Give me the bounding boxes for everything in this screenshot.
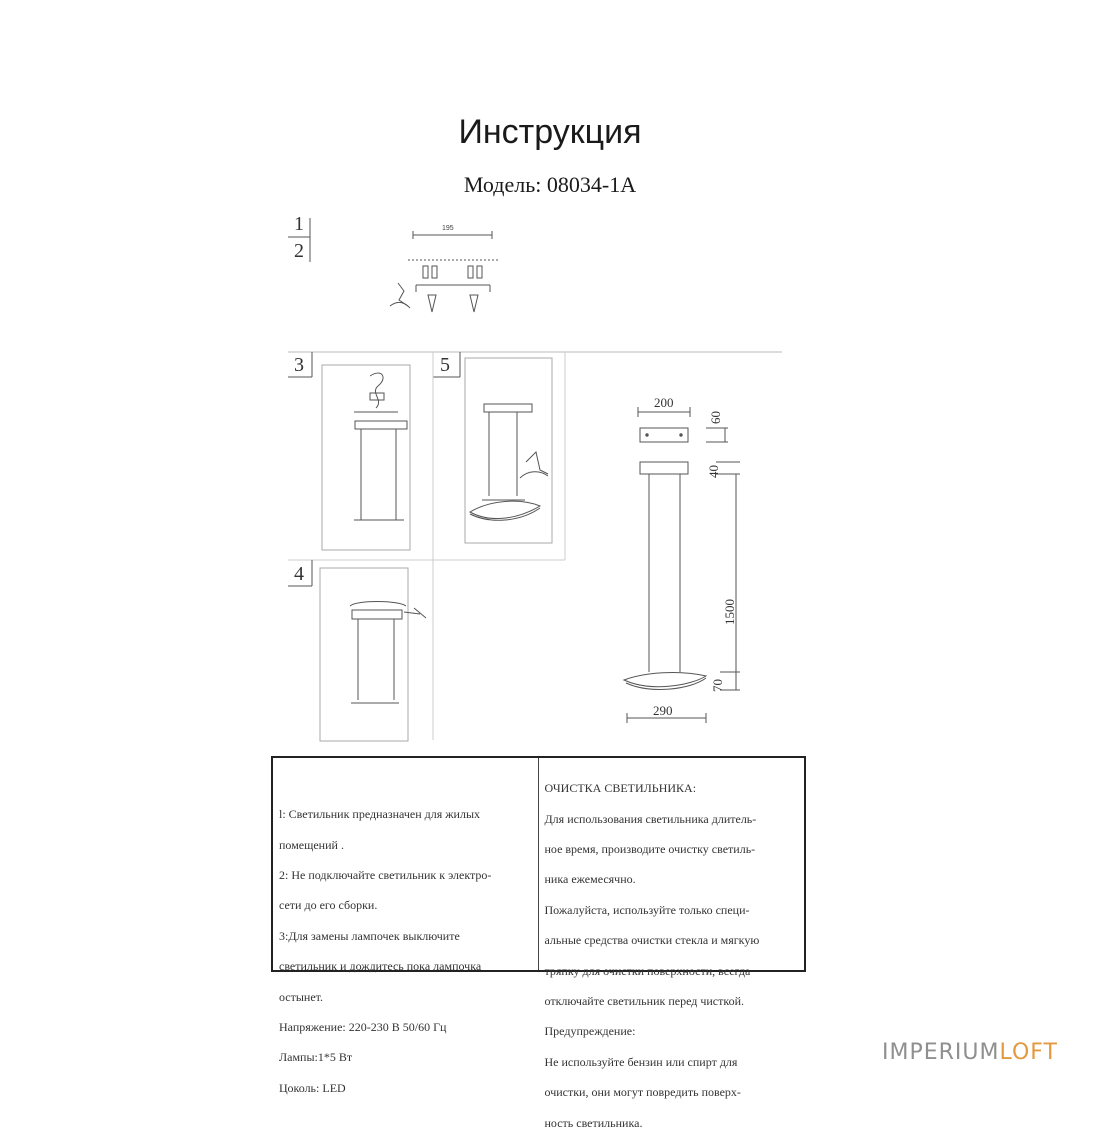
dimension-label: 195 xyxy=(442,225,454,232)
text-line: ОЧИСТКА СВЕТИЛЬНИКА: xyxy=(544,781,697,796)
step-number: 4 xyxy=(294,563,304,585)
text-line: Напряжение: 220-230 В 50/60 Гц xyxy=(279,1020,447,1035)
text-line: Пожалуйста, используйте только специ- xyxy=(544,902,750,917)
step-4-panel xyxy=(320,568,408,741)
canopy xyxy=(484,404,532,412)
dimension-label: 200 xyxy=(654,395,674,410)
dimension-label: 40 xyxy=(706,465,721,478)
text-line: Лампы:1*5 Вт xyxy=(279,1050,353,1065)
text-line: ность светильника. xyxy=(544,1115,643,1130)
text-line: очистки, они могут повредить поверх- xyxy=(544,1085,741,1100)
text-line: l: Светильник предназначен для жилых xyxy=(279,807,481,822)
dimension-label: 290 xyxy=(653,703,673,718)
dimension-label: 60 xyxy=(708,411,723,424)
text-line: Не используйте бензин или спирт для xyxy=(544,1054,738,1069)
brand-part: LOFT xyxy=(999,1040,1058,1065)
canopy xyxy=(352,610,402,619)
text-line: ника ежемесячно. xyxy=(544,872,636,887)
screw-sketch xyxy=(404,608,426,618)
model-number: Модель: 08034-1А xyxy=(463,172,637,197)
brand-part: IMPERIUM xyxy=(882,1040,1000,1065)
shade-sketch xyxy=(470,501,540,518)
dimension-label: 1500 xyxy=(722,599,737,625)
lamp-canopy xyxy=(640,462,688,474)
hand-sketch xyxy=(526,452,548,474)
text-line: альные средства очистки стекла и мягкую xyxy=(544,933,760,948)
instructions-box xyxy=(271,756,806,1130)
anchor-plug xyxy=(423,266,428,278)
cleaning-notes xyxy=(539,758,805,1130)
wire-sketch xyxy=(370,373,383,408)
step-number: 3 xyxy=(294,354,304,376)
dimension-label: 70 xyxy=(710,679,725,692)
text-line: помещений . xyxy=(279,837,344,852)
text-line: остынет. xyxy=(279,989,324,1004)
text-line: сети до его сборки. xyxy=(279,898,378,913)
usage-notes xyxy=(273,758,539,1095)
text-line: Для использования светильника длитель- xyxy=(544,811,757,826)
text-line: 3:Для замены лампочек выключите xyxy=(279,928,460,943)
text-line: светильник и дождитесь пока лампочка xyxy=(279,959,482,974)
text-line: отключайте светильник перед чисткой. xyxy=(544,994,745,1009)
text-line: Предупреждение: xyxy=(544,1024,636,1039)
step-number: 1 xyxy=(294,213,304,235)
step-3-panel xyxy=(322,365,410,550)
text-line: Цоколь: LED xyxy=(279,1080,346,1095)
text-line: тряпку для очистки поверхности, всегда xyxy=(544,963,751,978)
text-line: ное время, производите очистку светиль- xyxy=(544,842,756,857)
document-title: Инструкция xyxy=(458,113,642,151)
text-line: 2: Не подключайте светильник к электро- xyxy=(279,868,492,883)
canopy xyxy=(355,421,407,429)
step-number: 5 xyxy=(440,354,450,376)
step-number: 2 xyxy=(294,240,304,262)
brand-logo xyxy=(882,1040,1058,1065)
